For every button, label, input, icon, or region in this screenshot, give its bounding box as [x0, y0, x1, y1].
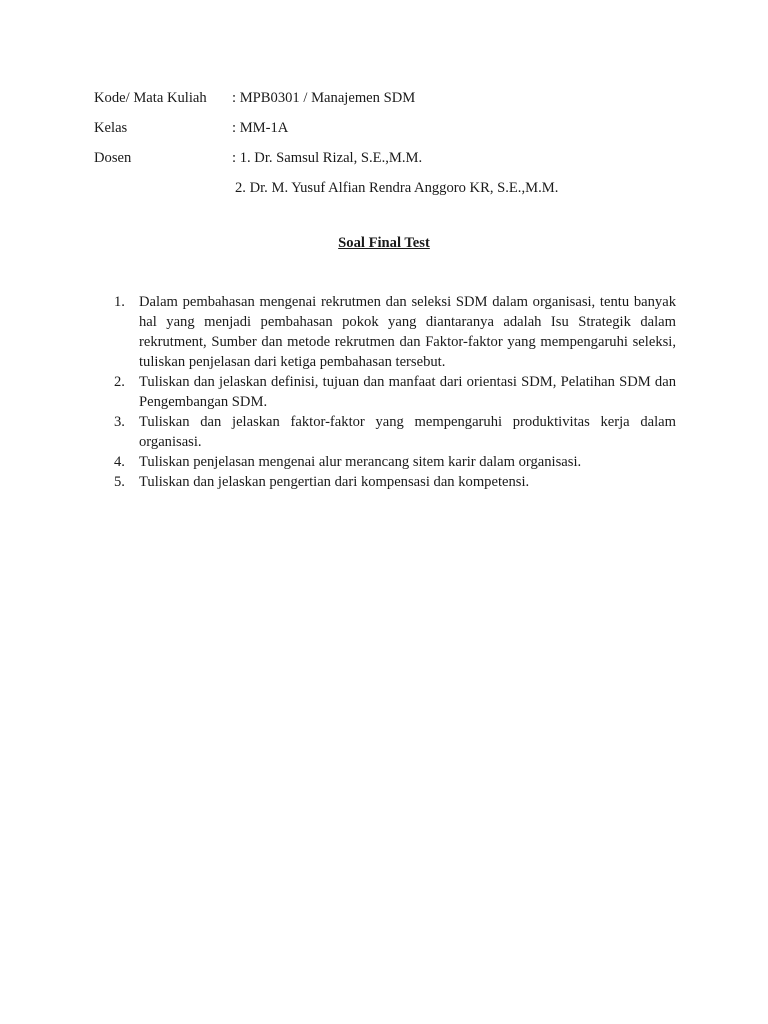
kelas-label: Kelas	[94, 120, 128, 136]
kode-value: : MPB0301 / Manajemen SDM	[232, 90, 416, 106]
dosen-value-2: 2. Dr. M. Yusuf Alfian Rendra Anggoro KR, S.E.,M.M.	[235, 180, 559, 196]
question-number: 1.	[114, 294, 125, 310]
question-text: Tuliskan penjelasan mengenai alur merancang sitem karir dalam organisasi.	[139, 454, 582, 470]
question-number: 2.	[114, 374, 125, 390]
question-list	[112, 292, 676, 492]
header-row-dosen-2	[94, 178, 694, 208]
question-item-5	[112, 472, 676, 492]
header-row-kelas	[94, 118, 694, 148]
question-number: 5.	[114, 474, 125, 490]
page-title: Soal Final Test	[338, 235, 430, 251]
question-text: Tuliskan dan jelaskan pengertian dari kompensasi dan kompetensi.	[139, 474, 530, 490]
header-row-kode	[94, 88, 694, 118]
question-item-3	[112, 412, 676, 452]
question-item-2	[112, 372, 676, 412]
question-text: Dalam pembahasan mengenai rekrutmen dan seleksi SDM dalam organisasi, tentu banyak hal yang menjadi pembahasan pokok yang diantaranya adalah Isu Strategik dalam rekrutment, Sumber dan metode rekrutmen dan Faktor-faktor yang mempengaruhi seleksi, tuliskan penjelasan dari ketiga pembahasan tersebut.	[139, 294, 676, 370]
question-number: 4.	[114, 454, 125, 470]
question-text: Tuliskan dan jelaskan faktor-faktor yang mempengaruhi produktivitas kerja dalam organisasi.	[139, 414, 676, 450]
document-header	[94, 88, 694, 208]
question-number: 3.	[114, 414, 125, 430]
dosen-label: Dosen	[94, 150, 132, 166]
question-item-1	[112, 292, 676, 372]
kelas-value: : MM-1A	[232, 120, 289, 136]
kode-label: Kode/ Mata Kuliah	[94, 90, 207, 106]
dosen-value-1: : 1. Dr. Samsul Rizal, S.E.,M.M.	[232, 150, 423, 166]
question-item-4	[112, 452, 676, 472]
question-text: Tuliskan dan jelaskan definisi, tujuan dan manfaat dari orientasi SDM, Pelatihan SDM dan Pengembangan SDM.	[139, 374, 676, 410]
header-row-dosen	[94, 148, 694, 178]
